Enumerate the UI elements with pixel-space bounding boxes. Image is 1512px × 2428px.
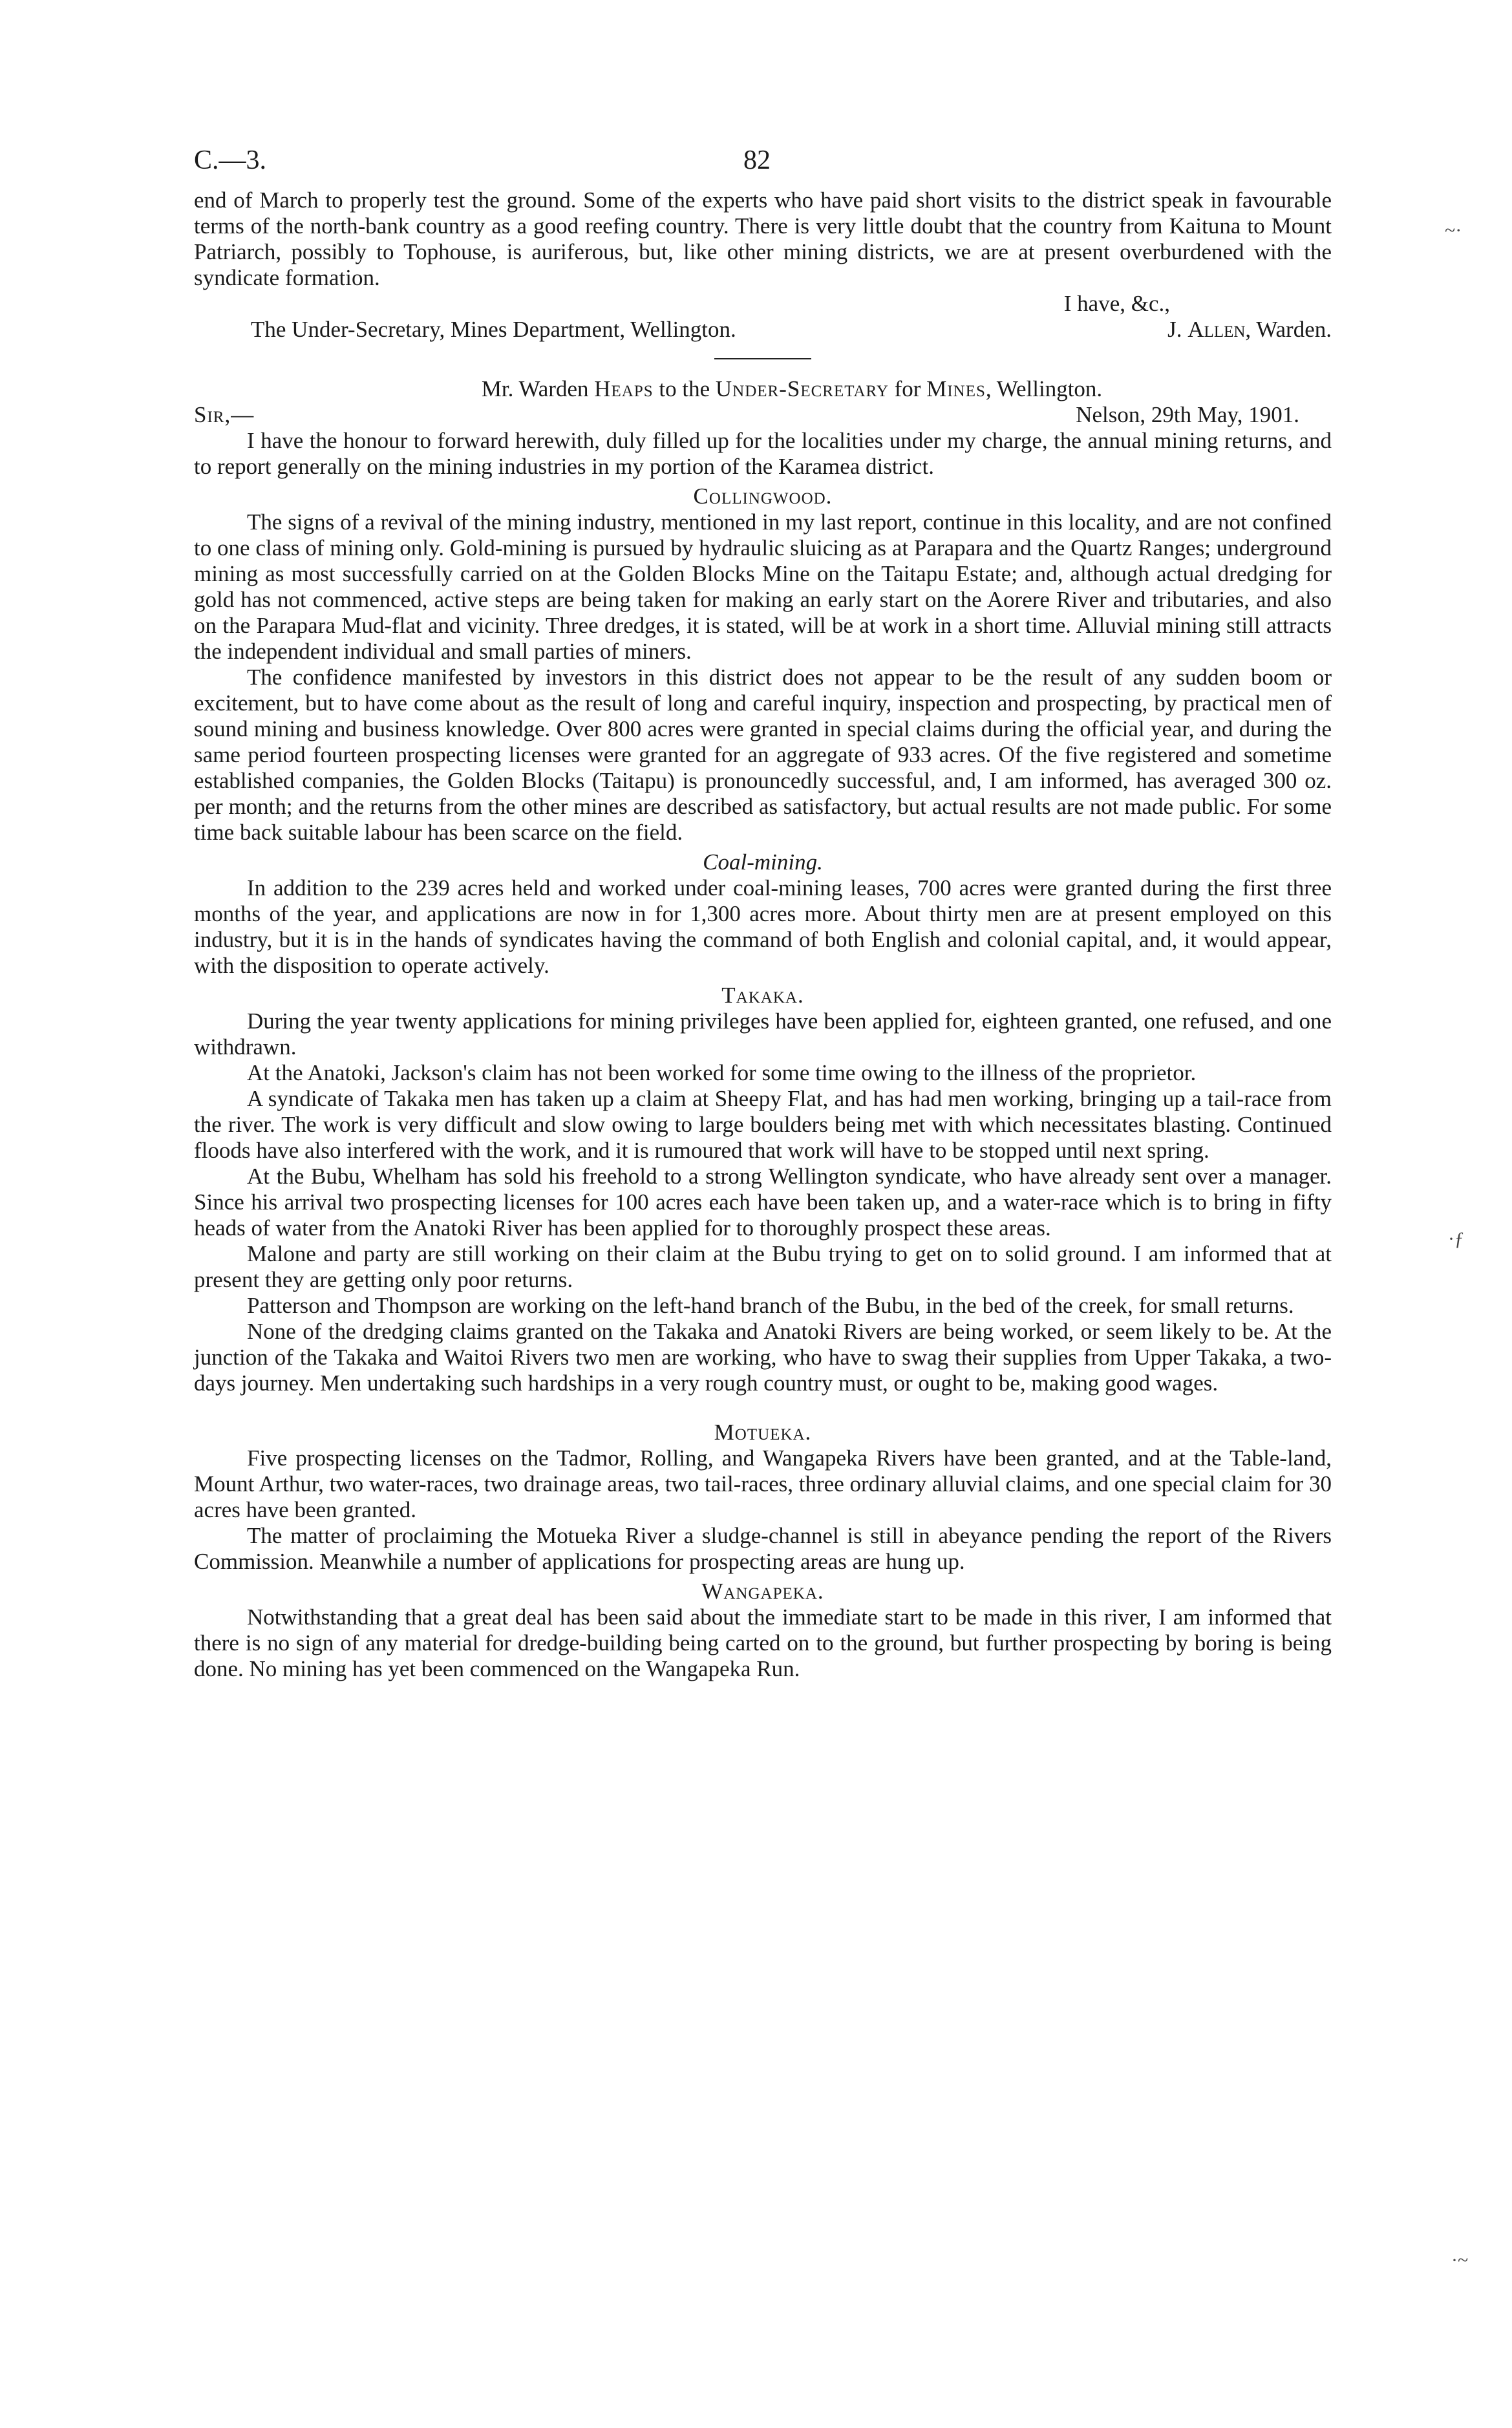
document-page bbox=[194, 136, 1332, 1682]
signature: J. Allen, Warden. bbox=[1167, 317, 1332, 342]
document-reference: C.—3. bbox=[194, 145, 267, 175]
section-heading-collingwood: Collingwood. bbox=[693, 484, 833, 509]
paragraph: At the Anatoki, Jackson's claim has not been worked for some time owing to the illness of the proprietor. bbox=[247, 1060, 1197, 1085]
paragraph: Notwithstanding that a great deal has been said about the immediate start to be made in this river, I am informed that there is no sign of any material for dredge-building being carted on to the ground, but further prospecting by boring is being done. No mining has yet been commenced on the Wangapeka Run. bbox=[194, 1604, 1332, 1681]
paragraph: The signs of a revival of the mining industry, mentioned in my last report, continue in this locality, and are not confined to one class of mining only. Gold-mining is pursued by hydraulic sluicing as at Parapara and the Quartz Ranges; underground mining as most successfully carried on at the Golden Blocks Mine on the Taitapu Estate; and, although actual dredging for gold has not commenced, active steps are being taken for making an early start on the Aorere River and tributaries, and also on the Parapara Mud-flat and vicinity. Three dredges, it is stated, will be at work in a short time. Alluvial mining still attracts the independent individual and small parties of miners. bbox=[194, 509, 1332, 664]
section-heading-motueka: Motueka. bbox=[714, 1420, 812, 1445]
salutation: I have, &c., bbox=[1063, 291, 1170, 316]
paragraph: A syndicate of Takaka men has taken up a claim at Sheepy Flat, and has had men working, bringing up a tail-race from the river. The work is very difficult and slow owing to large boulders being met with which necessitates blasting. Continued floods have also interfered with the work, and it is rumoured that work will have to be stopped until next spring. bbox=[194, 1086, 1332, 1163]
paragraph: None of the dredging claims granted on the Takaka and Anatoki Rivers are being worked, or seem likely to be. At the junction of the Takaka and Waitoi Rivers two men are working, who have to swag their supplies from Upper Takaka, a two-days journey. Men undertaking such hardships in a very rough country must, or ought to be, making good wages. bbox=[194, 1319, 1332, 1396]
margin-mark: ·~ bbox=[1451, 2250, 1469, 2271]
addressee: The Under-Secretary, Mines Department, Wellington. bbox=[251, 317, 736, 342]
intro-paragraph: end of March to properly test the ground. Some of the experts who have paid short visits to the district speak in favourable terms of the north-bank country as a good reefing country. There is very little doubt that the country from Kaituna to Mount Patriarch, possibly to Tophouse, is auriferous, but, like other mining districts, we are at present overburdened with the syndicate formation. bbox=[194, 187, 1332, 290]
paragraph: At the Bubu, Whelham has sold his freehold to a strong Wellington syndicate, who have already sent over a manager. Since his arrival two prospecting licenses for 100 acres each have been taken up, and a water-race which is to bring in fifty heads of water from the Anatoki River has been applied for to thoroughly prospect these areas. bbox=[194, 1164, 1332, 1241]
section-heading-coal-mining: Coal-mining. bbox=[703, 849, 823, 875]
opening-paragraph: I have the honour to forward herewith, duly filled up for the localities under my charge, the annual mining returns, and to report generally on the mining industries in my portion of the Karamea district. bbox=[194, 428, 1332, 479]
page-number: 82 bbox=[743, 145, 771, 175]
greeting: Sir,— bbox=[194, 402, 255, 427]
place-date: Nelson, 29th May, 1901. bbox=[1076, 402, 1299, 427]
closing-row bbox=[194, 317, 1332, 343]
greeting-row bbox=[194, 402, 1332, 428]
paragraph: The confidence manifested by investors in this district does not appear to be the result of any sudden boom or excitement, but to have come about as the result of long and careful inquiry, inspection and prospecting, by practical men of sound mining and business knowledge. Over 800 acres were granted in special claims during the official year, and during the same period fourteen prospecting licenses were granted for an aggregate of 933 acres. Of the five registered and sometime established companies, the Golden Blocks (Taitapu) is pronouncedly successful, and, I am informed, has averaged 300 oz. per month; and the returns from the other mines are described as satisfactory, but actual results are not made public. For some time back suitable labour has been scarce on the field. bbox=[194, 665, 1332, 845]
paragraph: During the year twenty applications for mining privileges have been applied for, eighteen granted, one refused, and one withdrawn. bbox=[194, 1008, 1332, 1060]
letter-heading: Mr. Warden Heaps to the Under-Secretary for Mines, Wellington. bbox=[481, 376, 1103, 401]
margin-mark: ~· bbox=[1445, 220, 1462, 241]
paragraph: The matter of proclaiming the Motueka River a sludge-channel is still in abeyance pending the report of the Rivers Commission. Meanwhile a number of applications for prospecting areas are hung up. bbox=[194, 1523, 1332, 1574]
paragraph: In addition to the 239 acres held and worked under coal-mining leases, 700 acres were granted during the first three months of the year, and applications are now in for 1,300 acres more. About thirty men are at present employed on this industry, but it is in the hands of syndicates having the command of both English and colonial capital, and, it would appear, with the disposition to operate actively. bbox=[194, 875, 1332, 978]
section-heading-wangapeka: Wangapeka. bbox=[701, 1579, 824, 1604]
paragraph: Malone and party are still working on their claim at the Bubu trying to get on to solid ground. I am informed that at present they are getting only poor returns. bbox=[194, 1241, 1332, 1292]
paragraph: Patterson and Thompson are working on the left-hand branch of the Bubu, in the bed of the creek, for small returns. bbox=[247, 1293, 1294, 1318]
page-header bbox=[194, 136, 1332, 187]
margin-mark: ·ƒ bbox=[1448, 1228, 1464, 1250]
paragraph: Five prospecting licenses on the Tadmor, Rolling, and Wangapeka Rivers have been granted, and at the Table-land, Mount Arthur, two water-races, two drainage areas, two tail-races, three ordinary alluvial claims, and one special claim for 30 acres have been granted. bbox=[194, 1445, 1332, 1522]
section-divider bbox=[714, 358, 811, 359]
section-heading-takaka: Takaka. bbox=[721, 983, 804, 1008]
